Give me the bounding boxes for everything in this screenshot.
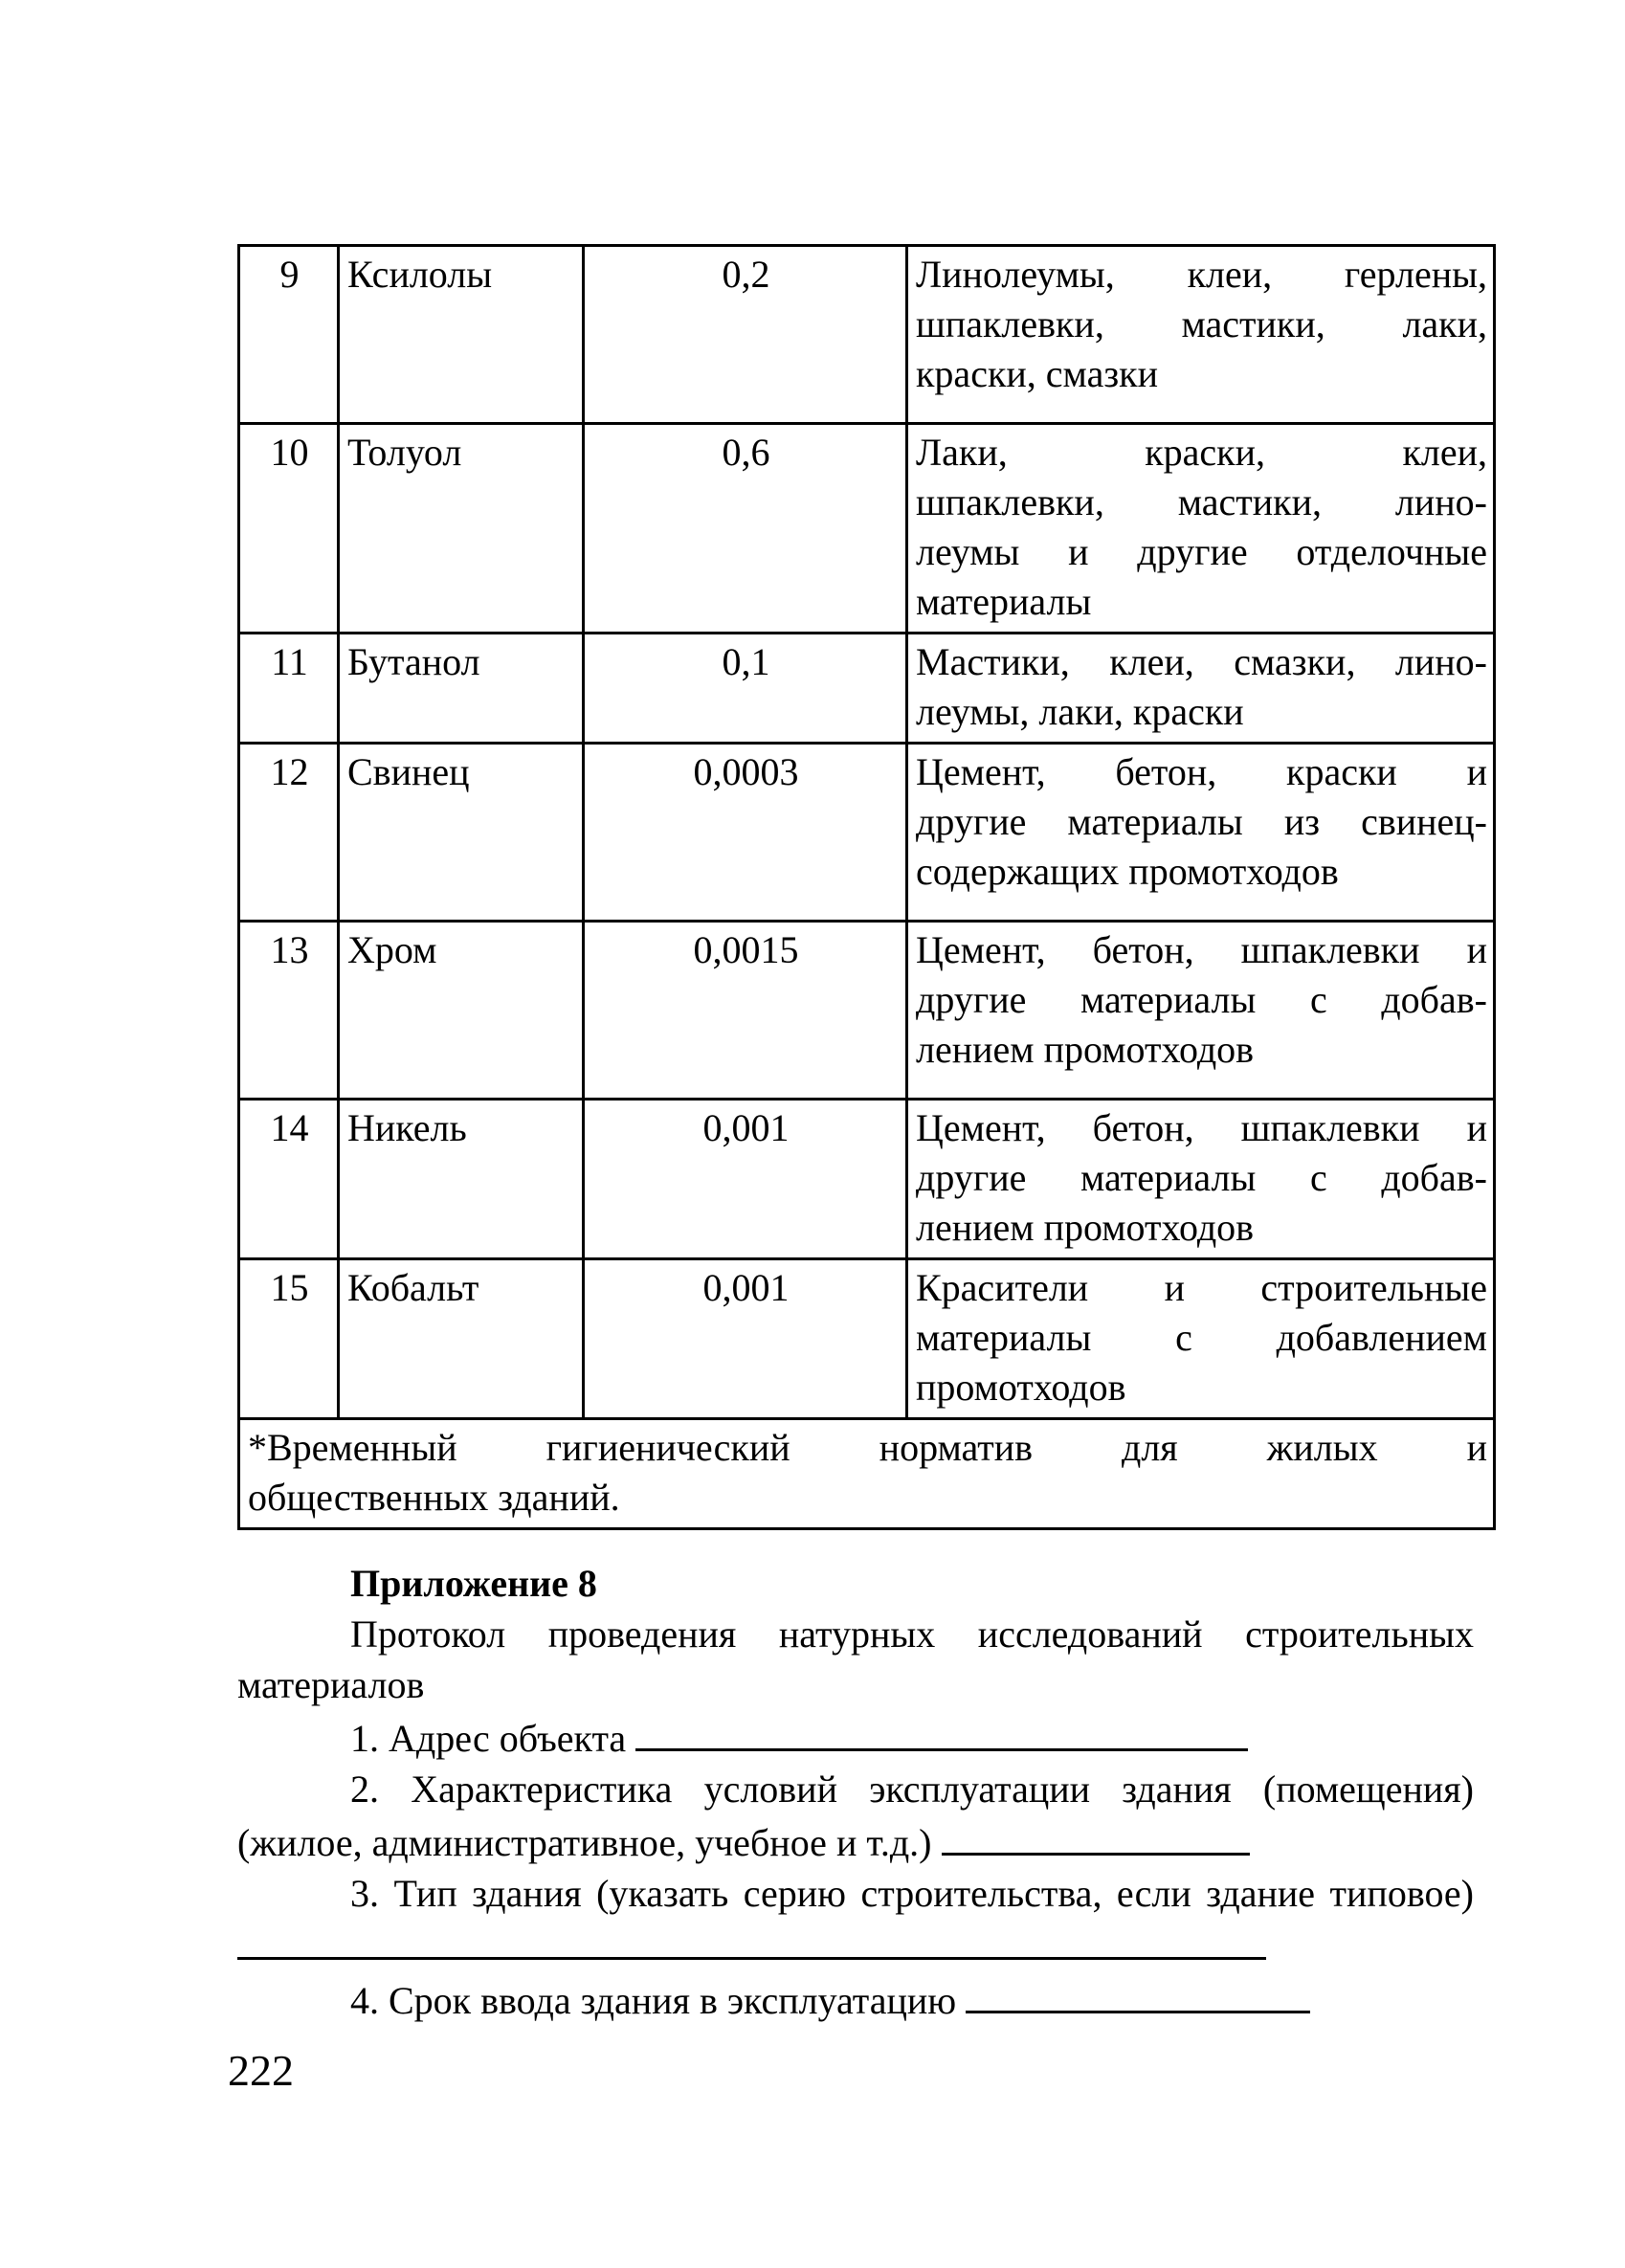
page-number: 222 (228, 2046, 294, 2095)
emission-sources (907, 246, 1495, 424)
emission-sources-line: шпаклевки, мастики, лаки, (916, 302, 1487, 345)
substance-name: Никель (339, 1100, 584, 1259)
emission-sources (907, 1100, 1495, 1259)
row-number: 15 (239, 1259, 339, 1419)
item-building-type-label: 3. Тип здания (указать серию строительства, если здание типовое) (350, 1872, 1474, 1915)
emission-sources (907, 1259, 1495, 1419)
footnote-line-2: общественных зданий. (248, 1476, 620, 1519)
appendix-intro: Протокол проведения натурных исследований строительных материалов (237, 1612, 1474, 1706)
table-row (239, 744, 1495, 922)
emission-sources-line: Цемент, бетон, краски и (916, 750, 1487, 793)
concentration-value: 0,1 (584, 634, 907, 744)
emission-sources-line: другие материалы из свинец- (916, 800, 1487, 843)
item-building-type (237, 1868, 1474, 1972)
commissioning-blank-field[interactable] (966, 1972, 1310, 2013)
emission-sources-line: леумы, лаки, краски (916, 690, 1244, 733)
table-row (239, 922, 1495, 1100)
emission-sources-line: другие материалы с добав- (916, 978, 1487, 1021)
emission-sources-line: Цемент, бетон, шпаклевки и (916, 1106, 1487, 1149)
item-address-label: 1. Адрес объекта (350, 1717, 627, 1760)
row-number: 9 (239, 246, 339, 424)
emission-sources-line: содержащих промотходов (916, 850, 1339, 893)
emission-sources (907, 922, 1495, 1100)
concentration-value: 0,0015 (584, 922, 907, 1100)
emission-sources-line: материалы с добавлением (916, 1316, 1487, 1359)
emission-sources-line: промотходов (916, 1366, 1126, 1409)
table-row (239, 634, 1495, 744)
norms-table-body (239, 246, 1495, 1419)
concentration-value: 0,2 (584, 246, 907, 424)
norms-table (237, 244, 1496, 1530)
table-row (239, 246, 1495, 424)
emission-sources-line: Мастики, клеи, смазки, лино- (916, 640, 1487, 683)
substance-name: Бутанол (339, 634, 584, 744)
item-conditions (237, 1764, 1474, 1868)
emission-sources-line: Линолеумы, клеи, герлены, (916, 253, 1487, 296)
building-type-blank-field[interactable] (237, 1919, 1266, 1960)
item-commissioning-label: 4. Срок ввода здания в эксплуатацию (350, 1979, 957, 2022)
item-conditions-label: 2. Характеристика условий эксплуатации здания (помещения) (жилое, административное, учебное и т.д.) (237, 1768, 1474, 1864)
emission-sources-line: краски, смазки (916, 352, 1158, 395)
emission-sources-line: леумы и другие отделочные (916, 530, 1487, 573)
table-row (239, 424, 1495, 634)
emission-sources-line: Красители и строительные (916, 1266, 1487, 1309)
row-number: 12 (239, 744, 339, 922)
item-commissioning (237, 1972, 1474, 2026)
substance-name: Толуол (339, 424, 584, 634)
emission-sources-line: шпаклевки, мастики, лино- (916, 480, 1487, 523)
row-number: 13 (239, 922, 339, 1100)
row-number: 14 (239, 1100, 339, 1259)
substance-name: Кобальт (339, 1259, 584, 1419)
emission-sources-line: Лаки, краски, клеи, (916, 431, 1487, 474)
footnote-row (239, 1419, 1495, 1529)
substance-name: Ксилолы (339, 246, 584, 424)
footnote-line-1: *Временный гигиенический норматив для жилых и (248, 1426, 1487, 1469)
emission-sources (907, 634, 1495, 744)
emission-sources-line: другие материалы с добав- (916, 1156, 1487, 1199)
row-number: 10 (239, 424, 339, 634)
emission-sources-line: материалы (916, 580, 1092, 623)
substance-name: Свинец (339, 744, 584, 922)
item-address (237, 1710, 1474, 1764)
address-blank-field[interactable] (635, 1710, 1248, 1751)
appendix-heading: Приложение 8 (350, 1562, 597, 1605)
appendix-section (237, 1558, 1474, 2026)
footnote-cell (239, 1419, 1495, 1529)
concentration-value: 0,001 (584, 1100, 907, 1259)
conditions-blank-field[interactable] (942, 1814, 1250, 1856)
concentration-value: 0,0003 (584, 744, 907, 922)
substance-name: Хром (339, 922, 584, 1100)
table-row (239, 1259, 1495, 1419)
emission-sources (907, 744, 1495, 922)
emission-sources (907, 424, 1495, 634)
emission-sources-line: лением промотходов (916, 1028, 1255, 1071)
emission-sources-line: Цемент, бетон, шпаклевки и (916, 928, 1487, 971)
table-row (239, 1100, 1495, 1259)
row-number: 11 (239, 634, 339, 744)
concentration-value: 0,001 (584, 1259, 907, 1419)
emission-sources-line: лением промотходов (916, 1206, 1255, 1249)
concentration-value: 0,6 (584, 424, 907, 634)
